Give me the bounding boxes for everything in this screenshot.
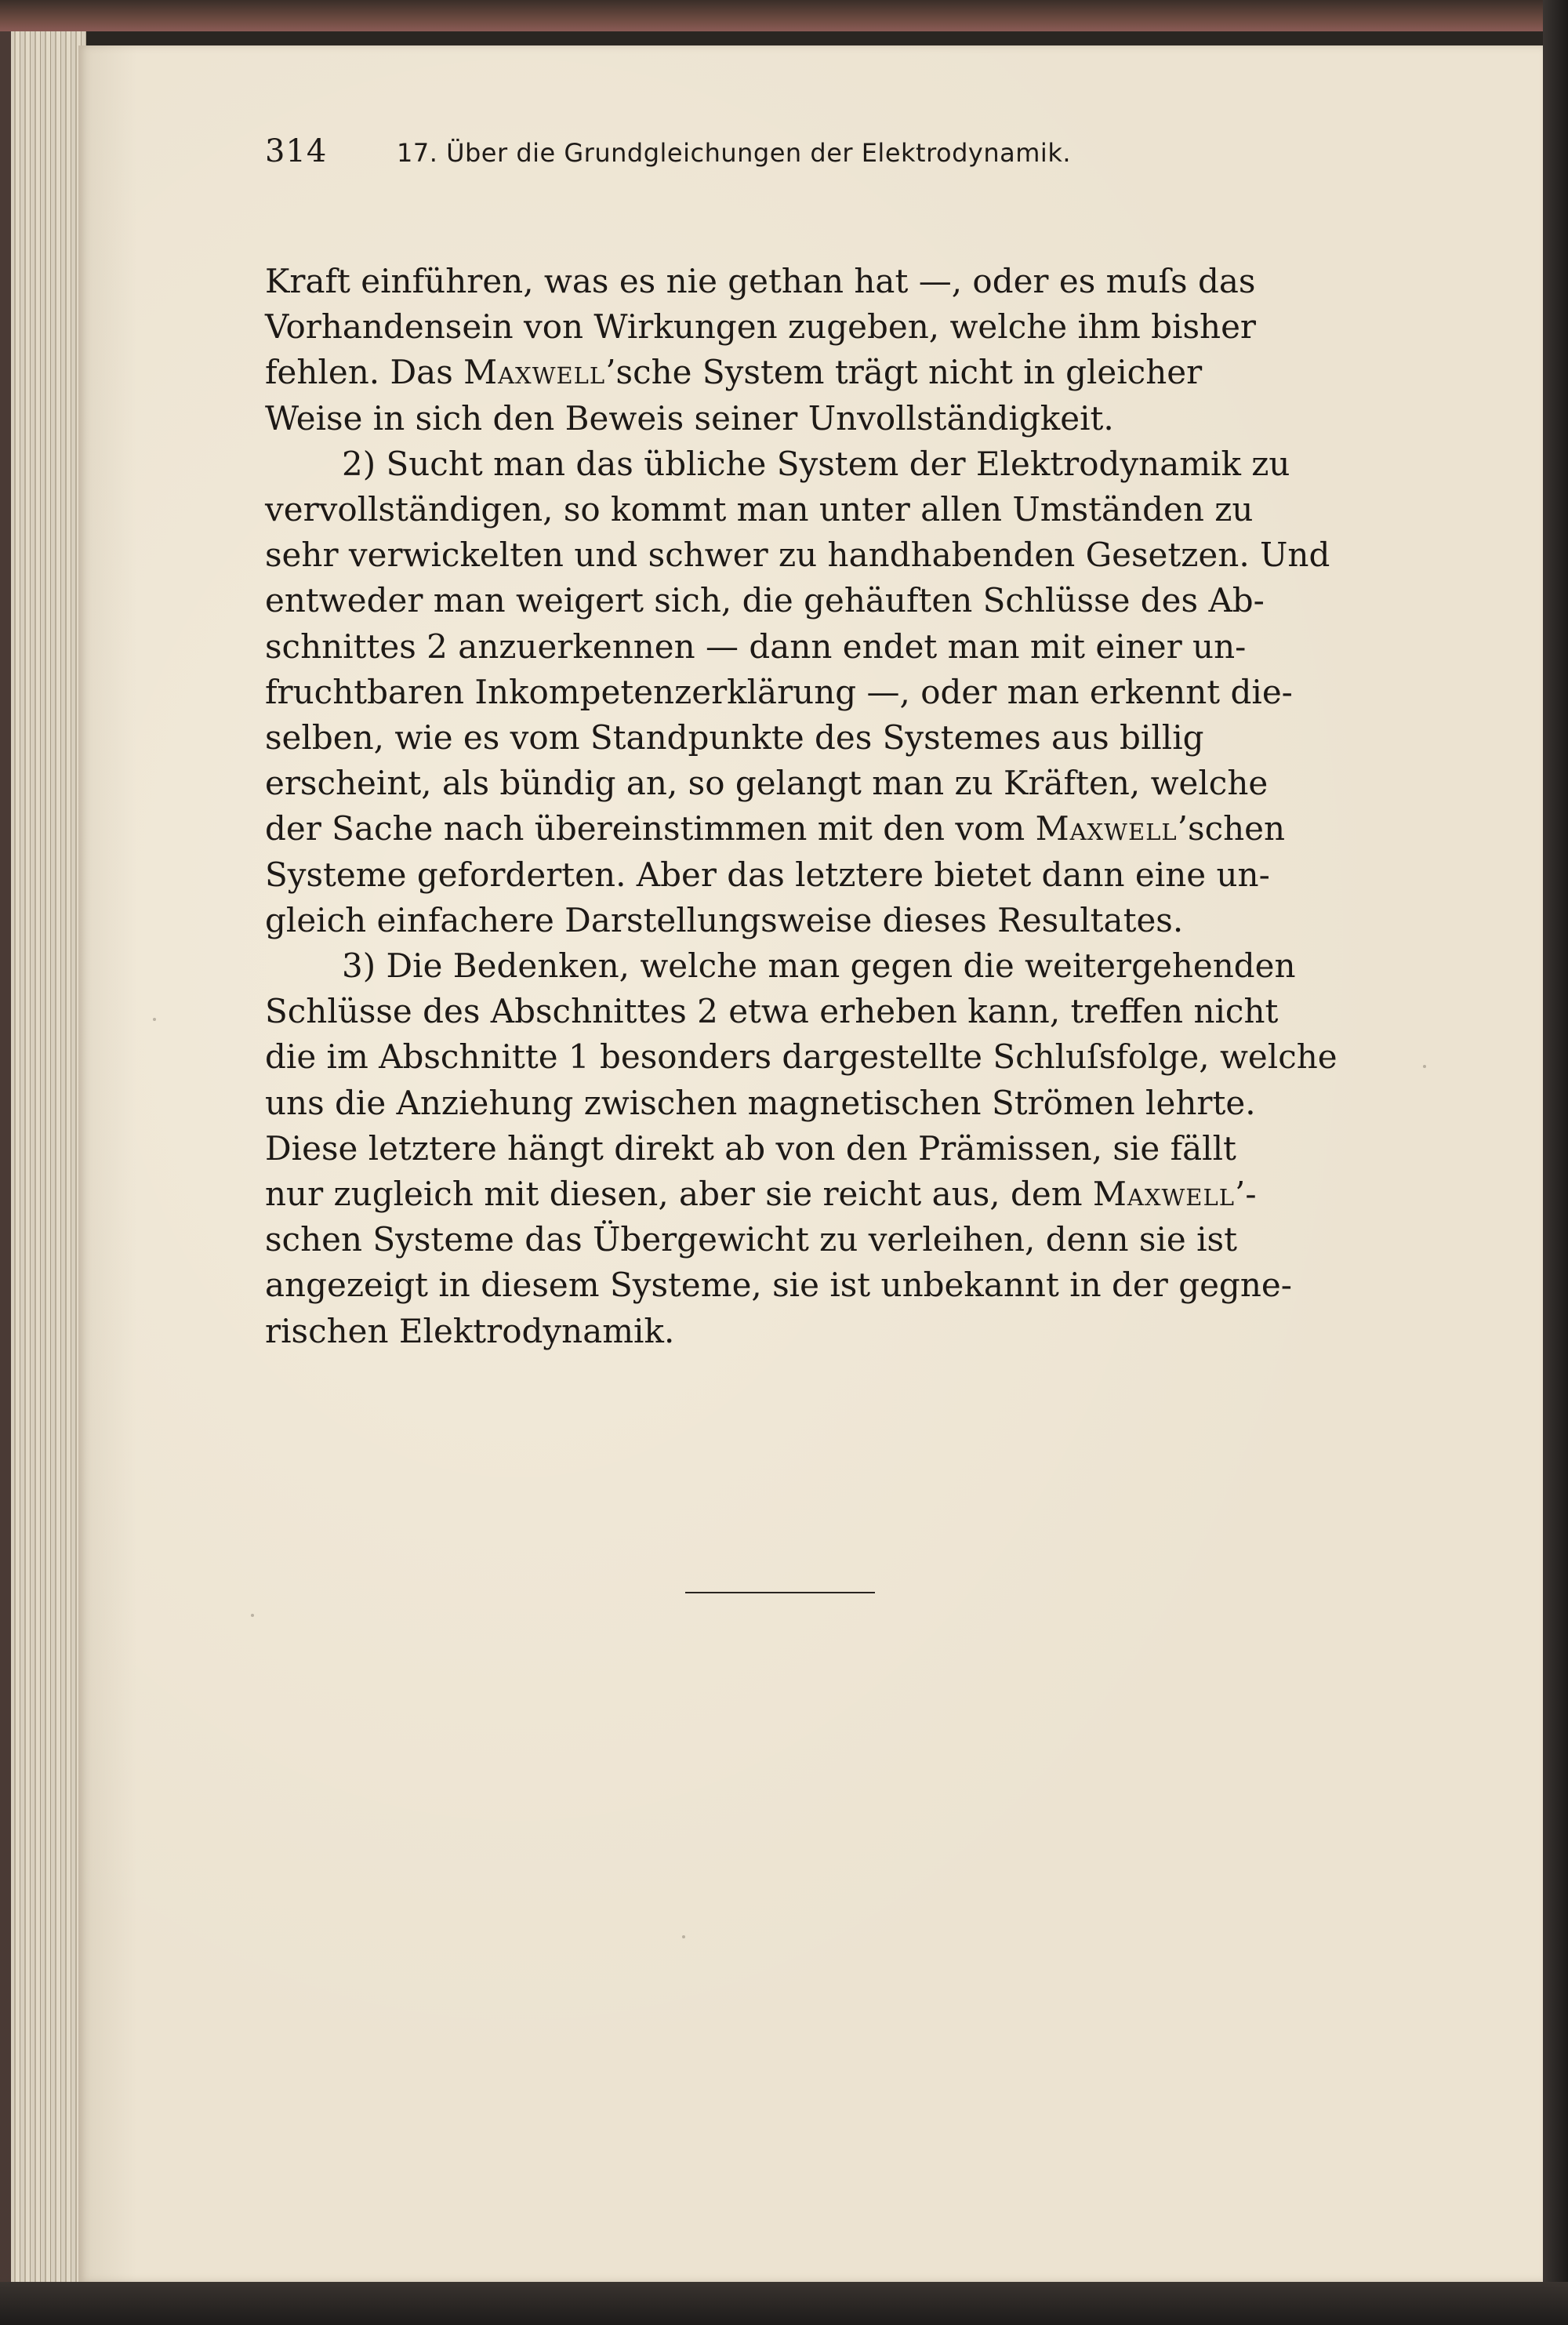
paragraph-2: 2) Sucht man das übliche System der Elektrodynamik zu vervollständigen, so kommt man unter allen Umständen zu sehr verwickelten und schwer zu handhabenden Gesetzen. Und entweder man weigert sich, die gehäuften Schlüsse des Ab- schnittes 2 anzuerkennen — dann endet man mit einer un- fruchtbaren Inkompetenzerklärung —, oder man erkennt die- selben, wie es vom Standpunkte des Systemes aus billig erscheint, als bündig an, so gelangt man zu Kräften, welche der Sache nach übereinstimmen mit den vom Maxwell’schen Systeme geforderten. Aber das letztere bietet dann eine un- gleich einfachere Darstellungsweise dieses Resultates. [265, 444, 1330, 939]
author-name: Maxwell [1092, 1175, 1235, 1214]
chapter-title: 17. Über die Grundgleichungen der Elektrodynamik. [397, 138, 1072, 168]
paper-speck [682, 1935, 685, 1938]
book-cover-top [0, 0, 1568, 31]
running-head [265, 133, 1269, 180]
book-cover-bottom [0, 2282, 1568, 2325]
author-name: Maxwell [463, 353, 606, 392]
paper-speck [251, 1614, 254, 1617]
paragraph-3: 3) Die Bedenken, welche man gegen die weitergehenden Schlüsse des Abschnittes 2 etwa erheben kann, treffen nicht die im Abschnitte 1 besonders dargestellte Schluſsfolge, welche uns die Anziehung zwischen magnetischen Strömen lehrte. Diese letztere hängt direkt ab von den Prämissen, sie fällt nur zugleich mit diesen, aber sie reicht aus, dem Maxwell’- schen Systeme das Übergewicht zu verleihen, denn sie ist angezeigt in diesem Systeme, sie ist unbekannt in der gegne- rischen Elektrodynamik. [265, 946, 1338, 1350]
paragraph-continuation: Kraft einführen, was es nie gethan hat —, oder es muſs das Vorhandensein von Wirkungen zugeben, welche ihm bisher fehlen. Das Maxwell’sche System trägt nicht in gleicher Weise in sich den Beweis seiner Unvollständigkeit. [265, 262, 1256, 438]
author-name: Maxwell [1035, 809, 1178, 848]
end-rule [685, 1592, 875, 1593]
book-cover-right [1543, 0, 1568, 2325]
page-edges [0, 31, 86, 2282]
page-number: 314 [265, 133, 328, 169]
paper-speck [1423, 1065, 1426, 1068]
paper-speck [153, 1018, 156, 1021]
body-text [265, 259, 1403, 1354]
